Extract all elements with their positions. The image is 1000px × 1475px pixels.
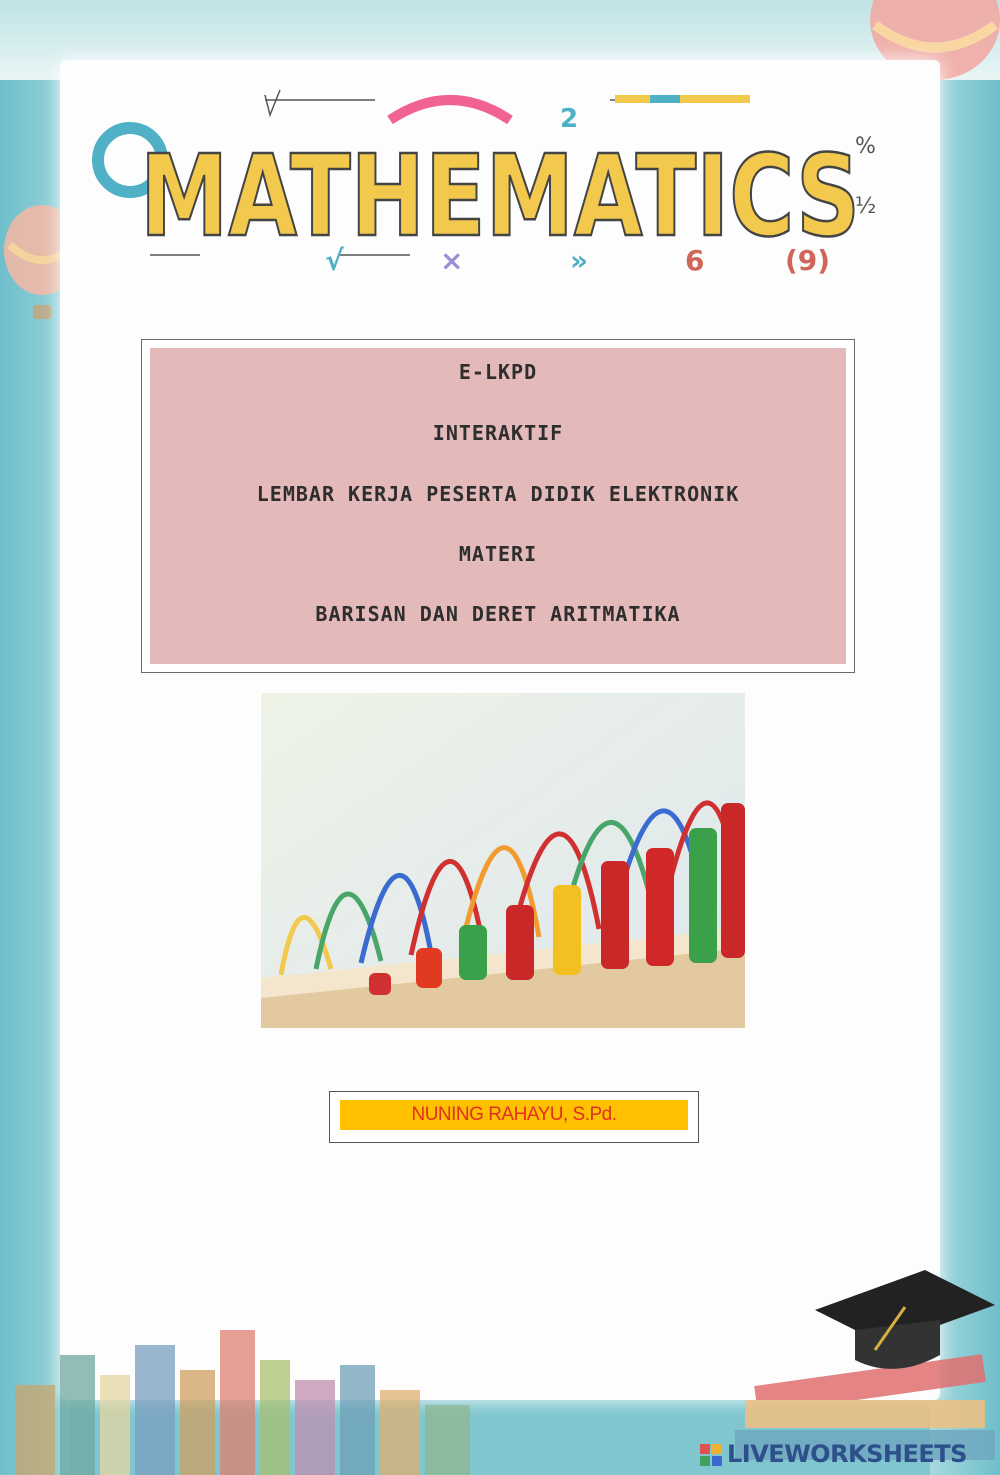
svg-text:2: 2: [560, 104, 579, 134]
title-line-lembar-kerja: LEMBAR KERJA PESERTA DIDIK ELEKTRONIK: [256, 482, 740, 506]
title-line-interaktif: INTERAKTIF: [432, 421, 564, 445]
liveworksheets-logo-icon: [700, 1444, 724, 1468]
title-box: [141, 339, 855, 673]
title-line-elkpd: E-LKPD: [458, 360, 538, 384]
mathematics-title: MATHEMATICS: [140, 132, 860, 262]
title-line-topic: BARISAN DAN DERET ARITMATIKA: [315, 602, 681, 626]
title-line-materi: MATERI: [458, 542, 538, 566]
books-illustration-left: [15, 1325, 475, 1475]
title-box-background: [150, 348, 846, 664]
author-box: [329, 1091, 699, 1143]
svg-text:√: √: [325, 244, 344, 277]
svg-text:(9): (9): [785, 244, 831, 277]
abacus-photo: [261, 693, 745, 1028]
mathematics-header-art: [90, 85, 910, 285]
liveworksheets-watermark: [700, 1440, 1000, 1472]
svg-text:½: ½: [855, 194, 877, 219]
svg-text:%: %: [855, 134, 876, 159]
liveworksheets-text: LIVEWORKSHEETS: [727, 1440, 967, 1468]
author-name: NUNING RAHAYU, S.Pd.: [411, 1104, 617, 1125]
author-highlight: [340, 1100, 688, 1130]
svg-text:»: »: [570, 244, 589, 277]
svg-text:×: ×: [440, 244, 464, 277]
svg-text:6: 6: [685, 244, 705, 277]
